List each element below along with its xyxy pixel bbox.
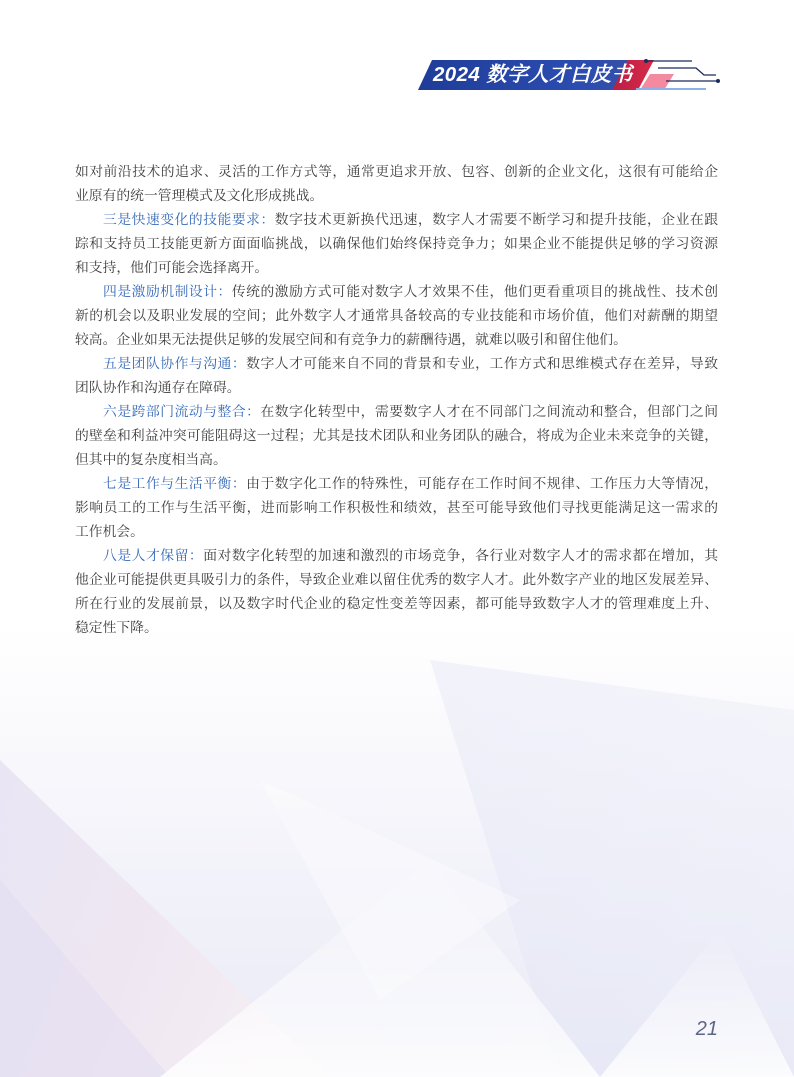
- header: [400, 50, 730, 100]
- point-paragraph: [75, 352, 718, 400]
- text-line: 业原有的统一管理模式及文化形成挑战。: [75, 188, 324, 204]
- text-line: 他企业可能提供更具吸引力的条件，导致企业难以留住优秀的数字人才。此外数字产业的地区发展差异、: [75, 572, 718, 588]
- text-line: 团队协作和沟通存在障碍。: [75, 380, 241, 396]
- point-heading: 八是人才保留：: [103, 548, 204, 564]
- point-paragraph: [75, 400, 718, 472]
- point-paragraph: [75, 472, 718, 544]
- text-line: 工作机会。: [75, 524, 144, 540]
- page-number: 21: [695, 1018, 718, 1040]
- point-paragraph: [75, 208, 718, 280]
- line-text: 在数字化转型中，需要数字人才在不同部门之间流动和整合，但部门之间: [260, 404, 719, 420]
- line-text: 由于数字化工作的特殊性，可能存在工作时间不规律、工作压力大等情况，: [246, 476, 719, 492]
- point-heading: 六是跨部门流动与整合：: [103, 404, 261, 420]
- point-paragraph: [75, 544, 718, 640]
- text-line: 和支持，他们可能会选择离开。: [75, 260, 269, 276]
- text-line: 但其中的复杂度相当高。: [75, 452, 227, 468]
- line-text: 数字技术更新换代迅速，数字人才需要不断学习和提升技能，企业在跟: [274, 212, 719, 228]
- text-line: [75, 400, 718, 424]
- point-heading: 三是快速变化的技能要求：: [103, 212, 275, 228]
- document-title: 2024 数字人才白皮书: [433, 63, 633, 86]
- point-heading: 七是工作与生活平衡：: [103, 476, 247, 492]
- circuit-dot: [644, 59, 648, 63]
- text-line: [75, 544, 718, 568]
- text-line: [75, 472, 718, 496]
- continued-paragraph: [75, 160, 718, 208]
- text-line: 影响员工的工作与生活平衡，进而影响工作积极性和绩效，甚至可能导致他们寻找更能满足这一需求的: [75, 500, 718, 516]
- line-text: 传统的激励方式可能对数字人才效果不佳，他们更看重项目的挑战性、技术创: [231, 284, 719, 300]
- body-text: [75, 160, 718, 640]
- text-line: 所在行业的发展前景，以及数字时代企业的稳定性变差等因素，都可能导致数字人才的管理难度上升、: [75, 596, 718, 612]
- text-line: [75, 280, 718, 304]
- text-line: 踪和支持员工技能更新方面面临挑战，以确保他们始终保持竞争力；如果企业不能提供足够的学习资源: [75, 236, 718, 252]
- text-line: 较高。企业如果无法提供足够的发展空间和有竞争力的薪酬待遇，就难以吸引和留住他们。: [75, 332, 627, 348]
- circuit-dot: [716, 79, 720, 83]
- text-line: 的壁垒和利益冲突可能阻碍这一过程；尤其是技术团队和业务团队的融合，将成为企业未来竞争的关键，: [75, 428, 718, 444]
- line-text: 面对数字化转型的加速和激烈的市场竞争，各行业对数字人才的需求都在增加，其: [203, 548, 719, 564]
- text-line: 新的机会以及职业发展的空间；此外数字人才通常具备较高的专业技能和市场价值，他们对薪酬的期望: [75, 308, 718, 324]
- point-paragraph: [75, 280, 718, 352]
- text-line: [75, 352, 718, 376]
- point-heading: 五是团队协作与沟通：: [103, 356, 247, 372]
- line-text: 数字人才可能来自不同的背景和专业，工作方式和思维模式存在差异，导致: [246, 356, 719, 372]
- text-line: [75, 208, 718, 232]
- point-heading: 四是激励机制设计：: [103, 284, 232, 300]
- circuit-line: [658, 68, 716, 75]
- text-line: 如对前沿技术的追求、灵活的工作方式等，通常更追求开放、包容、创新的企业文化，这很有可能给企: [75, 164, 718, 180]
- text-line: 稳定性下降。: [75, 620, 158, 636]
